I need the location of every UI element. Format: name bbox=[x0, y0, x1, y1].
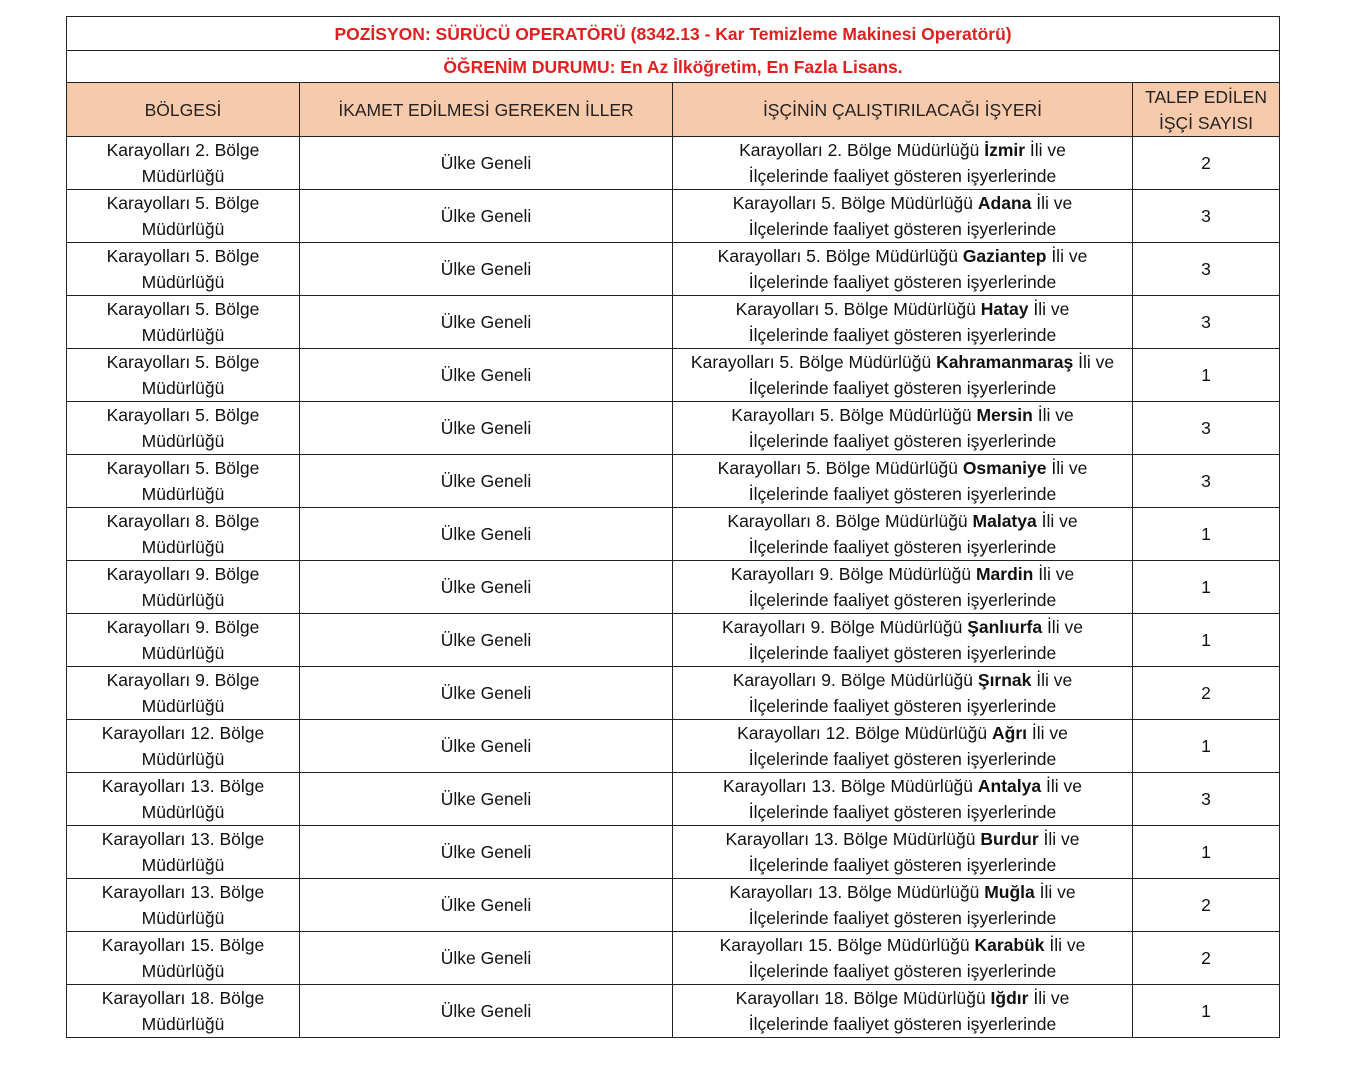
header-count-line1: TALEP EDİLEN bbox=[1145, 86, 1267, 107]
workplace-city: Mardin bbox=[975, 564, 1034, 584]
count-cell: 1 bbox=[1133, 508, 1280, 561]
region-line2: Müdürlüğü bbox=[141, 325, 225, 345]
residence-cell: Ülke Geneli bbox=[300, 826, 673, 879]
region-cell bbox=[67, 349, 300, 402]
region-cell bbox=[67, 614, 300, 667]
workplace-prefix: Karayolları 8. Bölge Müdürlüğü bbox=[727, 511, 973, 531]
table-row bbox=[67, 826, 1280, 879]
workplace-prefix: Karayolları 5. Bölge Müdürlüğü bbox=[690, 352, 937, 372]
region-cell bbox=[67, 455, 300, 508]
workplace-prefix: Karayolları 13. Bölge Müdürlüğü bbox=[723, 776, 978, 796]
residence-cell: Ülke Geneli bbox=[300, 879, 673, 932]
title-row bbox=[67, 17, 1280, 51]
workplace-city: Hatay bbox=[980, 299, 1029, 319]
region-line1: Karayolları 13. Bölge bbox=[101, 829, 265, 849]
workplace-city: Osmaniye bbox=[962, 458, 1047, 478]
workplace-prefix: Karayolları 9. Bölge Müdürlüğü bbox=[732, 670, 978, 690]
workplace-cell bbox=[673, 614, 1133, 667]
residence-cell: Ülke Geneli bbox=[300, 296, 673, 349]
job-table bbox=[66, 16, 1280, 1038]
residence-cell: Ülke Geneli bbox=[300, 508, 673, 561]
region-line1: Karayolları 18. Bölge bbox=[101, 988, 265, 1008]
region-cell bbox=[67, 508, 300, 561]
region-line1: Karayolları 5. Bölge bbox=[106, 193, 260, 213]
header-residence: İKAMET EDİLMESİ GEREKEN İLLER bbox=[300, 83, 673, 137]
workplace-prefix: Karayolları 18. Bölge Müdürlüğü bbox=[735, 988, 991, 1008]
workplace-line2: İlçelerinde faaliyet gösteren işyerlerinde bbox=[748, 325, 1057, 345]
workplace-suffix: İli ve bbox=[1033, 564, 1075, 584]
residence-cell: Ülke Geneli bbox=[300, 932, 673, 985]
region-cell bbox=[67, 243, 300, 296]
header-row bbox=[67, 83, 1280, 137]
count-cell: 1 bbox=[1133, 826, 1280, 879]
workplace-cell bbox=[673, 190, 1133, 243]
region-line2: Müdürlüğü bbox=[141, 1014, 225, 1034]
count-cell: 1 bbox=[1133, 349, 1280, 402]
workplace-prefix: Karayolları 9. Bölge Müdürlüğü bbox=[730, 564, 976, 584]
region-line1: Karayolları 15. Bölge bbox=[101, 935, 265, 955]
region-cell bbox=[67, 720, 300, 773]
workplace-line2: İlçelerinde faaliyet gösteren işyerlerinde bbox=[748, 219, 1057, 239]
residence-cell: Ülke Geneli bbox=[300, 243, 673, 296]
workplace-cell bbox=[673, 720, 1133, 773]
region-cell bbox=[67, 402, 300, 455]
workplace-city: Malatya bbox=[972, 511, 1037, 531]
workplace-line2: İlçelerinde faaliyet gösteren işyerlerinde bbox=[748, 696, 1057, 716]
count-cell: 3 bbox=[1133, 455, 1280, 508]
workplace-line2: İlçelerinde faaliyet gösteren işyerlerinde bbox=[748, 431, 1057, 451]
region-line1: Karayolları 9. Bölge bbox=[106, 617, 260, 637]
table-row bbox=[67, 137, 1280, 190]
workplace-city: Karabük bbox=[974, 935, 1045, 955]
workplace-line1 bbox=[736, 988, 1070, 1008]
workplace-suffix: İli ve bbox=[1028, 299, 1070, 319]
workplace-prefix: Karayolları 5. Bölge Müdürlüğü bbox=[735, 299, 981, 319]
workplace-cell bbox=[673, 879, 1133, 932]
table-row bbox=[67, 985, 1280, 1038]
header-count-line2: İŞÇİ SAYISI bbox=[1159, 112, 1254, 133]
region-line2: Müdürlüğü bbox=[141, 484, 225, 504]
header-count bbox=[1133, 83, 1280, 137]
workplace-city: Şırnak bbox=[977, 670, 1032, 690]
workplace-line2: İlçelerinde faaliyet gösteren işyerlerinde bbox=[748, 378, 1057, 398]
table-row bbox=[67, 190, 1280, 243]
region-line1: Karayolları 13. Bölge bbox=[101, 882, 265, 902]
table-row bbox=[67, 879, 1280, 932]
region-line1: Karayolları 5. Bölge bbox=[106, 405, 260, 425]
workplace-prefix: Karayolları 2. Bölge Müdürlüğü bbox=[739, 140, 985, 160]
workplace-city: Muğla bbox=[984, 882, 1035, 902]
residence-cell: Ülke Geneli bbox=[300, 349, 673, 402]
workplace-line1 bbox=[720, 935, 1086, 955]
workplace-prefix: Karayolları 15. Bölge Müdürlüğü bbox=[719, 935, 975, 955]
workplace-city: Şanlıurfa bbox=[967, 617, 1043, 637]
subtitle-row bbox=[67, 51, 1280, 83]
workplace-line1 bbox=[733, 670, 1073, 690]
table-row bbox=[67, 455, 1280, 508]
region-line2: Müdürlüğü bbox=[141, 378, 225, 398]
workplace-line1 bbox=[739, 140, 1066, 160]
table-row bbox=[67, 932, 1280, 985]
workplace-cell bbox=[673, 826, 1133, 879]
region-cell bbox=[67, 773, 300, 826]
workplace-line1 bbox=[718, 246, 1088, 266]
count-cell: 3 bbox=[1133, 773, 1280, 826]
workplace-line1 bbox=[736, 299, 1070, 319]
count-cell: 1 bbox=[1133, 720, 1280, 773]
residence-cell: Ülke Geneli bbox=[300, 720, 673, 773]
workplace-line2: İlçelerinde faaliyet gösteren işyerlerinde bbox=[748, 1014, 1057, 1034]
region-line2: Müdürlüğü bbox=[141, 537, 225, 557]
region-line1: Karayolları 5. Bölge bbox=[106, 299, 260, 319]
region-cell bbox=[67, 561, 300, 614]
workplace-line2: İlçelerinde faaliyet gösteren işyerlerinde bbox=[748, 855, 1057, 875]
workplace-prefix: Karayolları 12. Bölge Müdürlüğü bbox=[737, 723, 992, 743]
count-cell: 1 bbox=[1133, 614, 1280, 667]
workplace-suffix: İli ve bbox=[1044, 935, 1086, 955]
table-row bbox=[67, 667, 1280, 720]
position-title: POZİSYON: SÜRÜCÜ OPERATÖRÜ (8342.13 - Kar Temizleme Makinesi Operatörü) bbox=[67, 17, 1280, 51]
residence-cell: Ülke Geneli bbox=[300, 190, 673, 243]
workplace-prefix: Karayolları 5. Bölge Müdürlüğü bbox=[717, 246, 963, 266]
workplace-prefix: Karayolları 13. Bölge Müdürlüğü bbox=[729, 882, 985, 902]
table-row bbox=[67, 296, 1280, 349]
workplace-prefix: Karayolları 5. Bölge Müdürlüğü bbox=[732, 193, 978, 213]
region-line2: Müdürlüğü bbox=[141, 749, 225, 769]
region-line2: Müdürlüğü bbox=[141, 219, 225, 239]
count-cell: 3 bbox=[1133, 190, 1280, 243]
workplace-suffix: İli ve bbox=[1031, 193, 1073, 213]
workplace-prefix: Karayolları 9. Bölge Müdürlüğü bbox=[722, 617, 968, 637]
table-row bbox=[67, 561, 1280, 614]
workplace-line1 bbox=[723, 776, 1082, 796]
workplace-suffix: İli ve bbox=[1041, 776, 1082, 796]
workplace-city: Kahramanmaraş bbox=[936, 352, 1074, 372]
residence-cell: Ülke Geneli bbox=[300, 614, 673, 667]
workplace-suffix: İli ve bbox=[1036, 511, 1078, 531]
workplace-cell bbox=[673, 349, 1133, 402]
count-cell: 2 bbox=[1133, 137, 1280, 190]
residence-cell: Ülke Geneli bbox=[300, 985, 673, 1038]
region-line2: Müdürlüğü bbox=[141, 696, 225, 716]
workplace-city: Antalya bbox=[977, 776, 1042, 796]
education-requirement: ÖĞRENİM DURUMU: En Az İlköğretim, En Fazla Lisans. bbox=[67, 51, 1280, 83]
region-cell bbox=[67, 137, 300, 190]
workplace-cell bbox=[673, 296, 1133, 349]
workplace-suffix: İli ve bbox=[1046, 458, 1088, 478]
workplace-cell bbox=[673, 508, 1133, 561]
workplace-city: Adana bbox=[977, 193, 1032, 213]
residence-cell: Ülke Geneli bbox=[300, 773, 673, 826]
workplace-cell bbox=[673, 243, 1133, 296]
table-row bbox=[67, 243, 1280, 296]
region-line2: Müdürlüğü bbox=[141, 166, 225, 186]
region-cell bbox=[67, 190, 300, 243]
region-line1: Karayolları 9. Bölge bbox=[106, 564, 260, 584]
workplace-cell bbox=[673, 455, 1133, 508]
workplace-line2: İlçelerinde faaliyet gösteren işyerlerinde bbox=[748, 908, 1057, 928]
workplace-cell bbox=[673, 137, 1133, 190]
workplace-city: Gaziantep bbox=[962, 246, 1047, 266]
residence-cell: Ülke Geneli bbox=[300, 137, 673, 190]
region-cell bbox=[67, 932, 300, 985]
workplace-city: Burdur bbox=[980, 829, 1039, 849]
workplace-line2: İlçelerinde faaliyet gösteren işyerlerinde bbox=[748, 643, 1057, 663]
region-line2: Müdürlüğü bbox=[141, 272, 225, 292]
workplace-line1 bbox=[691, 352, 1114, 372]
region-line2: Müdürlüğü bbox=[141, 802, 225, 822]
workplace-line2: İlçelerinde faaliyet gösteren işyerlerinde bbox=[748, 166, 1057, 186]
workplace-city: Mersin bbox=[976, 405, 1033, 425]
count-cell: 3 bbox=[1133, 243, 1280, 296]
region-cell bbox=[67, 826, 300, 879]
count-cell: 2 bbox=[1133, 879, 1280, 932]
region-line1: Karayolları 8. Bölge bbox=[106, 511, 260, 531]
table-row bbox=[67, 614, 1280, 667]
table-row bbox=[67, 508, 1280, 561]
region-line1: Karayolları 12. Bölge bbox=[101, 723, 265, 743]
workplace-cell bbox=[673, 985, 1133, 1038]
workplace-suffix: İli ve bbox=[1034, 882, 1076, 902]
workplace-line2: İlçelerinde faaliyet gösteren işyerlerinde bbox=[748, 590, 1057, 610]
region-cell bbox=[67, 985, 300, 1038]
region-line2: Müdürlüğü bbox=[141, 908, 225, 928]
workplace-suffix: İli ve bbox=[1028, 988, 1070, 1008]
count-cell: 1 bbox=[1133, 985, 1280, 1038]
region-line1: Karayolları 13. Bölge bbox=[101, 776, 265, 796]
workplace-prefix: Karayolları 5. Bölge Müdürlüğü bbox=[731, 405, 977, 425]
workplace-prefix: Karayolları 13. Bölge Müdürlüğü bbox=[725, 829, 981, 849]
header-region: BÖLGESİ bbox=[67, 83, 300, 137]
region-line1: Karayolları 5. Bölge bbox=[106, 458, 260, 478]
workplace-suffix: İli ve bbox=[1046, 246, 1088, 266]
workplace-suffix: İli ve bbox=[1073, 352, 1115, 372]
residence-cell: Ülke Geneli bbox=[300, 455, 673, 508]
workplace-line1 bbox=[725, 829, 1079, 849]
workplace-line1 bbox=[718, 458, 1088, 478]
workplace-line1 bbox=[731, 564, 1074, 584]
table-row bbox=[67, 349, 1280, 402]
workplace-prefix: Karayolları 5. Bölge Müdürlüğü bbox=[717, 458, 963, 478]
workplace-city: Iğdır bbox=[990, 988, 1029, 1008]
region-cell bbox=[67, 879, 300, 932]
workplace-cell bbox=[673, 561, 1133, 614]
workplace-line2: İlçelerinde faaliyet gösteren işyerlerinde bbox=[748, 749, 1057, 769]
region-line1: Karayolları 5. Bölge bbox=[106, 352, 260, 372]
workplace-suffix: İli ve bbox=[1027, 723, 1068, 743]
workplace-cell bbox=[673, 402, 1133, 455]
region-line2: Müdürlüğü bbox=[141, 643, 225, 663]
workplace-cell bbox=[673, 773, 1133, 826]
workplace-suffix: İli ve bbox=[1032, 405, 1074, 425]
workplace-suffix: İli ve bbox=[1042, 617, 1083, 637]
region-line1: Karayolları 9. Bölge bbox=[106, 670, 260, 690]
workplace-line2: İlçelerinde faaliyet gösteren işyerlerinde bbox=[748, 272, 1057, 292]
region-cell bbox=[67, 296, 300, 349]
count-cell: 3 bbox=[1133, 402, 1280, 455]
residence-cell: Ülke Geneli bbox=[300, 667, 673, 720]
region-line2: Müdürlüğü bbox=[141, 431, 225, 451]
workplace-line2: İlçelerinde faaliyet gösteren işyerlerinde bbox=[748, 537, 1057, 557]
workplace-city: İzmir bbox=[984, 140, 1026, 160]
workplace-suffix: İli ve bbox=[1025, 140, 1066, 160]
region-line2: Müdürlüğü bbox=[141, 855, 225, 875]
workplace-line1 bbox=[737, 723, 1068, 743]
count-cell: 1 bbox=[1133, 561, 1280, 614]
table-row bbox=[67, 773, 1280, 826]
region-cell bbox=[67, 667, 300, 720]
workplace-city: Ağrı bbox=[992, 723, 1027, 743]
region-line1: Karayolları 2. Bölge bbox=[106, 140, 260, 160]
workplace-line2: İlçelerinde faaliyet gösteren işyerlerinde bbox=[748, 802, 1057, 822]
workplace-line1 bbox=[733, 193, 1072, 213]
workplace-cell bbox=[673, 667, 1133, 720]
workplace-suffix: İli ve bbox=[1031, 670, 1073, 690]
workplace-line1 bbox=[731, 405, 1073, 425]
count-cell: 2 bbox=[1133, 667, 1280, 720]
header-workplace: İŞÇİNİN ÇALIŞTIRILACAĞI İŞYERİ bbox=[673, 83, 1133, 137]
region-line2: Müdürlüğü bbox=[141, 590, 225, 610]
workplace-line1 bbox=[722, 617, 1083, 637]
table-row bbox=[67, 720, 1280, 773]
workplace-line2: İlçelerinde faaliyet gösteren işyerlerinde bbox=[748, 484, 1057, 504]
count-cell: 2 bbox=[1133, 932, 1280, 985]
region-line1: Karayolları 5. Bölge bbox=[106, 246, 260, 266]
workplace-line1 bbox=[727, 511, 1077, 531]
table-row bbox=[67, 402, 1280, 455]
region-line2: Müdürlüğü bbox=[141, 961, 225, 981]
workplace-line1 bbox=[729, 882, 1075, 902]
workplace-cell bbox=[673, 932, 1133, 985]
residence-cell: Ülke Geneli bbox=[300, 402, 673, 455]
workplace-line2: İlçelerinde faaliyet gösteren işyerlerinde bbox=[748, 961, 1057, 981]
count-cell: 3 bbox=[1133, 296, 1280, 349]
workplace-suffix: İli ve bbox=[1038, 829, 1080, 849]
residence-cell: Ülke Geneli bbox=[300, 561, 673, 614]
